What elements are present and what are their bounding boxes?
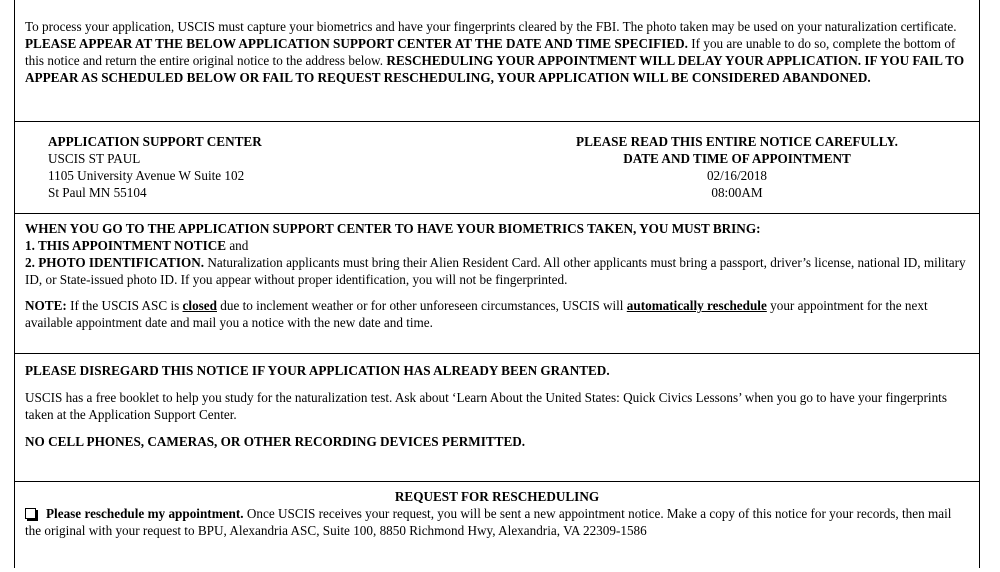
rescheduling-warning: RESCHEDULING YOUR APPOINTMENT WILL DELAY YOUR APPLICATION. IF YOU FAIL TO APPEAR AS SCHEDULED BELOW OR FAIL TO REQUEST RESCHEDULING, YOUR APPLICATION WILL BE CONSIDERED ABANDONED. <box>25 53 965 85</box>
appointment-section <box>15 122 979 214</box>
reschedule-checkbox[interactable] <box>25 508 36 519</box>
asc-street: 1105 University Avenue W Suite 102 <box>48 168 245 183</box>
booklet-info: USCIS has a free booklet to help you study for the naturalization test. Ask about ‘Learn About the United States: Quick Civics Lessons’ when you go to have your fingerprints taken at the Application Support Center. <box>25 390 947 422</box>
intro-text: To process your application, USCIS must capture your biometrics and have your fingerprints cleared by the FBI. The photo taken may be used on your naturalization certificate. <box>25 19 957 34</box>
note-label: NOTE: <box>25 298 67 313</box>
bring-item-1-text: and <box>226 238 249 253</box>
note-text-a: If the USCIS ASC is <box>66 298 183 313</box>
intro-section <box>15 0 979 122</box>
asc-address-block <box>48 133 262 201</box>
note-text-c: your appointment for the next available appointment date and mail you a notice with the new date and time. <box>25 298 928 330</box>
reschedule-request <box>25 505 969 539</box>
read-notice-heading: PLEASE READ THIS ENTIRE NOTICE CAREFULLY. <box>576 134 898 149</box>
reschedule-instructions: Once USCIS receives your request, you will be sent a new appointment notice. Make a copy of this notice for your records, then mail the original with your request to BPU, Alexandria ASC, Suite 100, 8850 Richmond Hwy, Alexandria, VA 22309-1586 <box>25 506 952 538</box>
bring-item-2-text: Naturalization applicants must bring their Alien Resident Card. All other applicants must bring a passport, driver’s license, national ID, military ID, or State-issued photo ID. If you appear without proper identification, you will not be fingerprinted. <box>25 255 966 287</box>
reschedule-checkbox-label: Please reschedule my appointment. <box>46 506 244 521</box>
intro-text-2: If you are unable to do so, complete the bottom of this notice and return the entire original notice to the address below. <box>25 36 956 68</box>
closure-note <box>25 297 969 331</box>
intro-paragraph <box>25 18 969 86</box>
bring-item-2-label: 2. PHOTO IDENTIFICATION. <box>25 255 205 270</box>
bring-item-1 <box>25 237 969 254</box>
appointment-heading: DATE AND TIME OF APPOINTMENT <box>623 151 851 166</box>
bring-item-1-label: 1. THIS APPOINTMENT NOTICE <box>25 238 227 253</box>
note-auto-reschedule: automatically reschedule <box>626 298 767 313</box>
bring-item-2 <box>25 254 969 288</box>
bring-heading: WHEN YOU GO TO THE APPLICATION SUPPORT CENTER TO HAVE YOUR BIOMETRICS TAKEN, YOU MUST BRING: <box>25 221 761 236</box>
asc-heading: APPLICATION SUPPORT CENTER <box>48 134 262 149</box>
note-closed: closed <box>182 298 217 313</box>
appointment-notice <box>14 0 980 568</box>
asc-city: St Paul MN 55104 <box>48 185 147 200</box>
appointment-block <box>527 133 947 201</box>
disregard-heading: PLEASE DISREGARD THIS NOTICE IF YOUR APPLICATION HAS ALREADY BEEN GRANTED. <box>25 363 610 378</box>
note-text-b: due to inclement weather or for other unforeseen circumstances, USCIS will <box>216 298 627 313</box>
devices-warning: NO CELL PHONES, CAMERAS, OR OTHER RECORDING DEVICES PERMITTED. <box>25 434 526 449</box>
asc-name: USCIS ST PAUL <box>48 151 141 166</box>
appointment-time: 08:00AM <box>711 185 763 200</box>
appointment-date: 02/16/2018 <box>706 168 768 183</box>
reschedule-section <box>15 482 979 572</box>
disregard-section <box>15 354 979 482</box>
bring-section <box>15 214 979 354</box>
reschedule-title: REQUEST FOR RESCHEDULING <box>394 489 600 504</box>
appear-instruction: PLEASE APPEAR AT THE BELOW APPLICATION SUPPORT CENTER AT THE DATE AND TIME SPECIFIED. <box>25 36 688 51</box>
